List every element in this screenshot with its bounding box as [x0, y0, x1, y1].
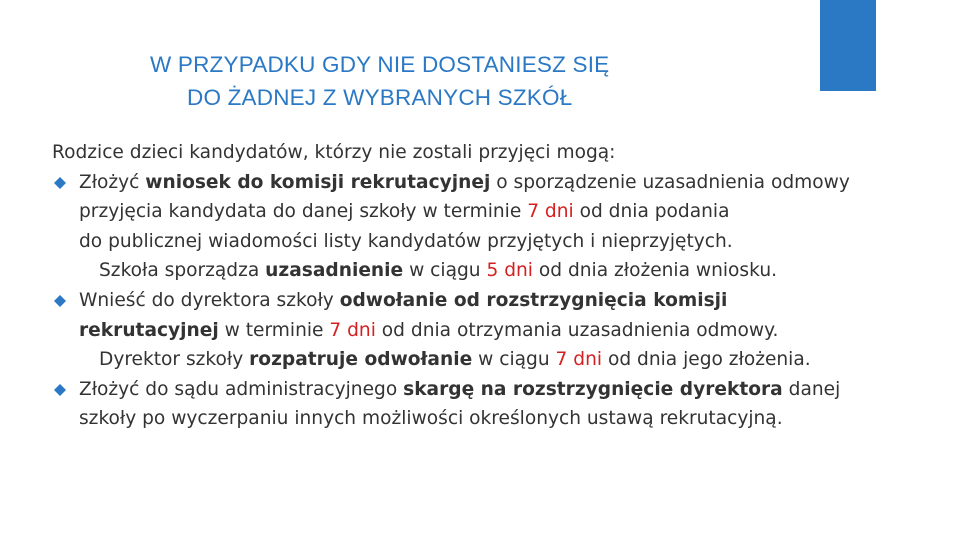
- diamond-icon: [54, 177, 66, 189]
- text: do publicznej wiadomości listy kandydatów przyjętych i nieprzyjętych.: [79, 230, 733, 252]
- note-uzasadnienie: [52, 256, 952, 286]
- bold-text: skargę na rozstrzygnięcie dyrektora: [403, 378, 783, 400]
- text: Złożyć: [79, 171, 146, 193]
- title-line-2: DO ŻADNEJ Z WYBRANYCH SZKÓŁ: [187, 85, 573, 110]
- intro-text: Rodzice dzieci kandydatów, którzy nie zostali przyjęci mogą:: [52, 142, 616, 163]
- diamond-icon: [54, 384, 66, 396]
- text: w ciągu: [472, 349, 556, 371]
- text: od dnia złożenia wniosku.: [532, 260, 778, 282]
- text: od dnia jego złożenia.: [602, 349, 811, 371]
- text: danej: [782, 378, 841, 400]
- deadline-highlight: 7 dni: [555, 349, 603, 371]
- note-odwolanie: [52, 345, 952, 375]
- list-item-skarga: [52, 375, 952, 434]
- deadline-highlight: 7 dni: [329, 319, 376, 341]
- bold-text: wniosek do komisji rekrutacyjnej: [145, 171, 491, 193]
- text: Dyrektor szkoły: [99, 349, 250, 371]
- list-item-odwolanie: [52, 286, 952, 345]
- text: od dnia podania: [573, 201, 730, 223]
- text: Złożyć do sądu administracyjnego: [79, 378, 404, 400]
- title-line-1: W PRZYPADKU GDY NIE DOSTANIESZ SIĘ: [150, 52, 610, 77]
- text: od dnia otrzymania uzasadnienia odmowy.: [375, 319, 779, 341]
- diamond-icon: [54, 295, 66, 307]
- text: w ciągu: [403, 260, 487, 282]
- bold-text: rekrutacyjnej: [79, 319, 219, 341]
- text: Szkoła sporządza: [99, 260, 266, 282]
- deadline-highlight: 5 dni: [486, 260, 533, 282]
- bold-text: odwołanie od rozstrzygnięcia komisji: [339, 289, 728, 311]
- list-item-wniosek: [52, 168, 952, 257]
- slide-body: [52, 138, 952, 434]
- slide-title: [150, 48, 609, 114]
- bold-text: uzasadnienie: [265, 260, 404, 282]
- bold-text: rozpatruje odwołanie: [249, 349, 473, 371]
- text: przyjęcia kandydata do danej szkoły w terminie: [79, 201, 528, 223]
- deadline-highlight: 7 dni: [527, 201, 574, 223]
- text: o sporządzenie uzasadnienia odmowy: [490, 171, 850, 193]
- text: w terminie: [218, 319, 330, 341]
- accent-bar: [820, 0, 876, 91]
- text: szkoły po wyczerpaniu innych możliwości określonych ustawą rekrutacyjną.: [79, 408, 783, 430]
- text: Wnieść do dyrektora szkoły: [79, 289, 340, 311]
